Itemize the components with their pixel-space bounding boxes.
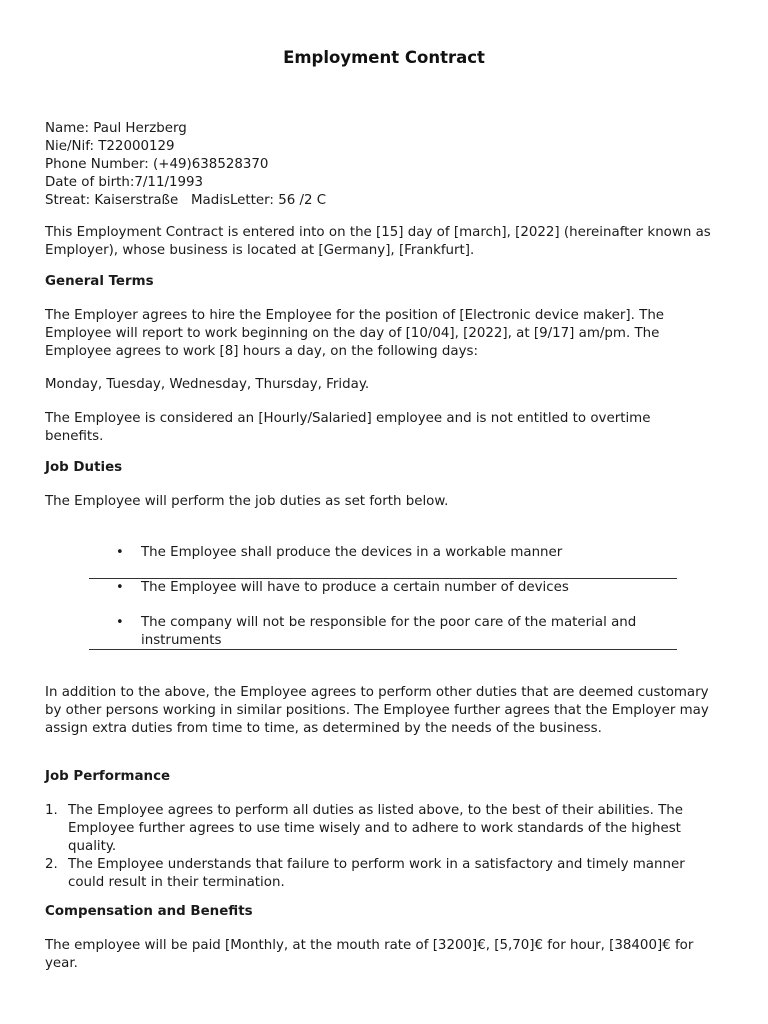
bullet-marker: • [116,580,124,595]
duty-text: The Employee shall produce the devices in a workable manner [141,545,563,560]
employee-type-block [45,410,705,446]
bullet-marker: • [116,545,124,560]
duty-text: The company will not be responsible for the poor care of the material and instruments [141,615,637,648]
job-duties-heading: Job Duties [45,460,123,475]
job-duties-intro: The Employee will perform the job duties as set forth below. [45,494,449,509]
bullet-marker: • [116,615,124,630]
job-performance-heading: Job Performance [45,769,171,784]
document-title: Employment Contract [283,48,485,67]
general-terms-heading: General Terms [45,274,154,289]
list-item [45,856,715,892]
table-rule [89,649,677,650]
job-duties-list [89,544,677,562]
compensation-text: The employee will be paid [Monthly, at the mouth rate of [3200]€, [5,70]€ for hour, [38400]€ for year. [45,938,694,971]
job-performance-list [45,802,715,892]
compensation-heading-block [45,903,735,921]
job-duties-list [89,579,677,597]
work-days-text: Monday, Tuesday, Wednesday, Thursday, Friday. [45,377,370,392]
list-item [45,802,715,856]
job-duties-intro-block [45,493,735,511]
duty-text: The Employee will have to produce a certain number of devices [141,580,569,595]
job-duties-list [89,614,677,650]
compensation-paragraph [45,937,710,973]
list-number: 1. [45,803,58,818]
list-item [89,544,677,562]
general-terms-paragraph [45,307,710,361]
list-number: 2. [45,857,58,872]
additional-duties-text: In addition to the above, the Employee agrees to perform other duties that are deemed customary by other persons working in similar positions. The Employee further agrees that the Employer may assign extra duties from time to time, as determined by the needs of the business. [45,685,709,736]
employee-dob: Date of birth:7/11/1993 [45,175,204,190]
list-item [89,614,677,650]
employee-street: Streat: Kaiserstraße MadisLetter: 56 /2 C [45,193,327,208]
intro-text: This Employment Contract is entered into on the [15] day of [march], [2022] (hereinafter known as Employer), whose business is located at [Germany], [Frankfurt]. [45,225,711,258]
additional-duties-block [45,684,715,738]
employee-name: Name: Paul Herzberg [45,121,187,136]
performance-text: The Employee understands that failure to perform work in a satisfactory and timely manner could result in their termination. [68,857,685,890]
compensation-heading: Compensation and Benefits [45,904,253,919]
job-performance-heading-block [45,768,735,786]
intro-paragraph [45,224,725,260]
general-terms-text: The Employer agrees to hire the Employee for the position of [Electronic device maker]. The Employee will report to work beginning on the day of [10/04], [2022], at [9/17] am/pm. The Employee agrees to work [8] hours a day, on the following days: [45,308,665,359]
list-item [89,579,677,597]
employee-nie: Nie/Nif: T22000129 [45,139,175,154]
employee-type-text: The Employee is considered an [Hourly/Salaried] employee and is not entitled to overtime benefits. [45,411,651,444]
job-duties-heading-block [45,459,735,477]
employee-phone: Phone Number: (+49)638528370 [45,157,269,172]
performance-text: The Employee agrees to perform all duties as listed above, to the best of their abilities. The Employee further agrees to use time wisely and to adhere to work standards of the highest quality. [68,803,684,854]
employee-details [45,120,735,210]
work-days-block [45,376,735,394]
general-terms-heading-block [45,273,735,291]
